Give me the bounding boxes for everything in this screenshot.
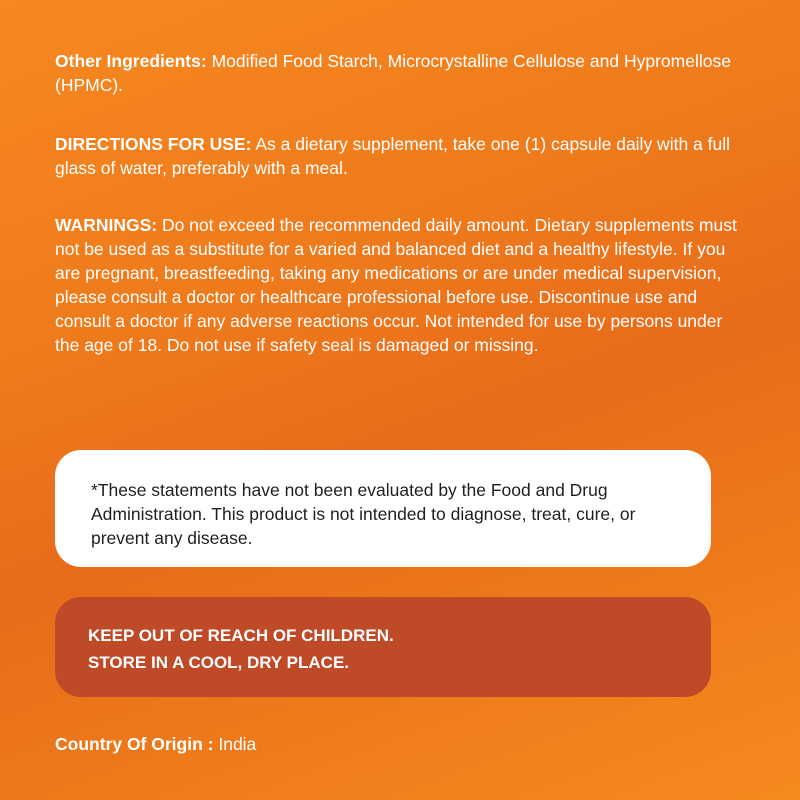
country-of-origin bbox=[55, 732, 256, 756]
fda-disclaimer-text: *These statements have not been evaluated by the Food and Drug Administration. This product is not intended to diagnose, treat, cure, or prevent any disease. bbox=[91, 480, 636, 548]
directions-text: As a dietary supplement, take one (1) capsule daily with a full glass of water, preferably with a meal. bbox=[55, 134, 731, 178]
country-of-origin-value: India bbox=[218, 734, 257, 754]
other-ingredients-heading: Other Ingredients: bbox=[55, 51, 207, 71]
country-of-origin-label: Country Of Origin : bbox=[55, 734, 214, 754]
directions-section bbox=[55, 132, 745, 180]
warnings-heading: WARNINGS: bbox=[55, 215, 158, 235]
other-ingredients-section bbox=[55, 49, 745, 97]
fda-disclaimer-box bbox=[55, 450, 711, 567]
other-ingredients-text: Modified Food Starch, Microcrystalline Cellulose and Hypromellose (HPMC). bbox=[55, 51, 731, 95]
directions-heading: DIRECTIONS FOR USE: bbox=[55, 134, 252, 154]
warnings-section bbox=[55, 213, 745, 357]
keep-out-of-reach-text: KEEP OUT OF REACH OF CHILDREN. bbox=[88, 626, 394, 645]
warnings-text: Do not exceed the recommended daily amount. Dietary supplements must not be used as a substitute for a varied and balanced diet and a healthy lifestyle. If you are pregnant, breastfeeding, taking any medications or are under medical supervision, please consult a doctor or healthcare professional before use. Discontinue use and consult a doctor if any adverse reactions occur. Not intended for use by persons under the age of 18. Do not use if safety seal is damaged or missing. bbox=[55, 215, 737, 355]
caution-box bbox=[55, 597, 711, 697]
storage-text: STORE IN A COOL, DRY PLACE. bbox=[88, 653, 350, 672]
